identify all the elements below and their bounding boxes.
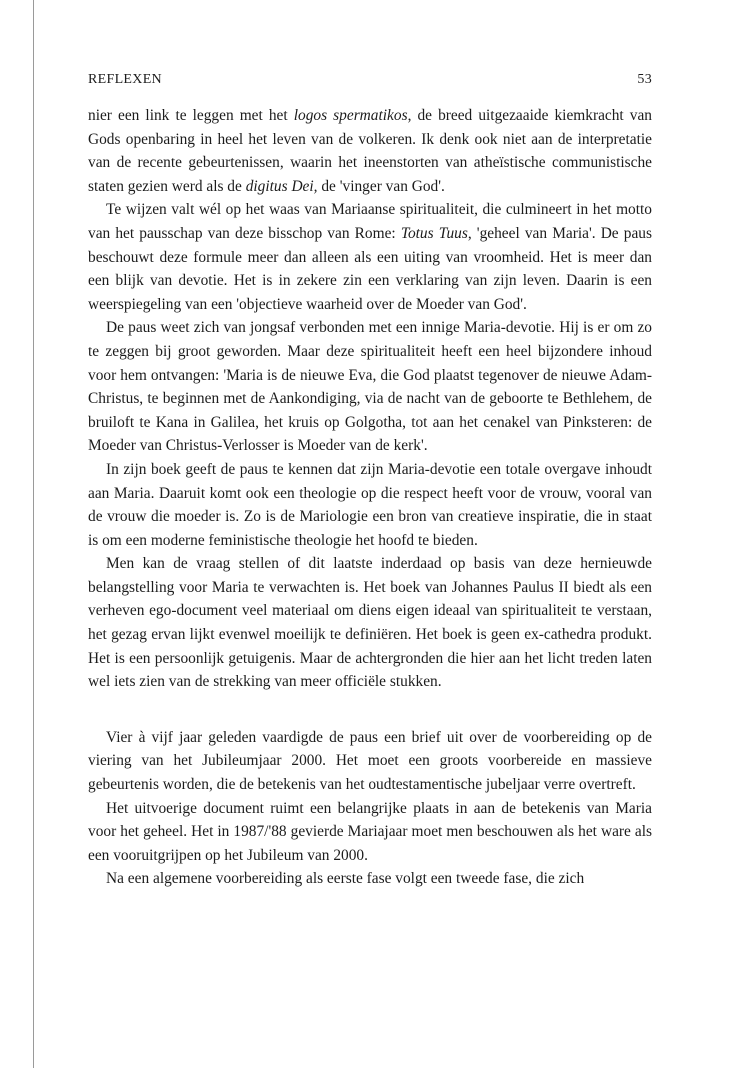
paragraph: In zijn boek geeft de paus te kennen dat zijn Maria-devotie een totale overgave inhoudt aan Maria. Daaruit komt ook een theologie op die respect heeft voor de vrouw, vooral van de vrouw die moeder is. Zo is de Mariologie een bron van creatieve inspiratie, die in staat is om een moderne feministische theologie het hoofd te bieden. bbox=[88, 460, 652, 549]
paragraph-text: Te wijzen valt wél op het waas van Mariaanse spiritualiteit, die culmineert in het motto van het pausschap van deze bisschop van Rome: bbox=[88, 201, 652, 242]
paragraph bbox=[88, 198, 652, 316]
paragraph: Het uitvoerige document ruimt een belangrijke plaats in aan de betekenis van Maria voor het geheel. Het in 1987/'88 gevierde Mariajaar moet men beschouwen als het ware als een vooruitgrijpen op het Jubileum van 2000. bbox=[88, 799, 652, 864]
paragraph bbox=[88, 104, 652, 198]
italic-term: Totus Tuus bbox=[400, 224, 468, 242]
paragraph-text: , de breed uitgezaaide kiemkracht van Gods openbaring in heel het leven van de volkeren. Ik denk ook niet aan de interpretatie van de recente gebeurtenissen, waarin het ineenstorten van atheïstische communistische staten gezien werd als de bbox=[88, 107, 652, 195]
paragraph: De paus weet zich van jongsaf verbonden met een innige Maria-devotie. Hij is er om zo te zeggen bij groot geworden. Maar deze spiritualiteit heeft een heel bijzondere inhoud voor hem ontvangen: 'Maria is de nieuwe Eva, die God plaatst tegenover de nieuwe Adam-Christus, te beginnen met de Aankondiging, via de nacht van de geboorte te Bethlehem, de bruiloft te Kana in Galilea, het kruis op Golgotha, tot aan het cenakel van Pinksteren: de Moeder van Christus-Verlosser is Moeder van de kerk'. bbox=[88, 319, 652, 455]
paragraph-text: de 'vinger van God'. bbox=[317, 177, 445, 195]
body-text bbox=[88, 104, 652, 891]
paragraph-text: , 'geheel van Maria'. De paus beschouwt deze formule meer dan alleen als een uiting van vroomheid. Het is meer dan een blijk van devotie. Het is in zekere zin een verklaring van zijn leven. Daarin is een weerspiegeling van een 'objectieve waarheid over de Moeder van God'. bbox=[88, 224, 652, 313]
running-head bbox=[88, 72, 652, 98]
page-number: 53 bbox=[637, 72, 652, 87]
italic-term: logos spermatikos bbox=[293, 107, 408, 124]
running-head-title: REFLEXEN bbox=[88, 72, 162, 87]
italic-term: digitus Dei, bbox=[245, 177, 318, 195]
section-break bbox=[88, 694, 652, 726]
page-gutter-line bbox=[33, 0, 34, 1068]
paragraph-text: nier een link te leggen met het bbox=[88, 107, 294, 124]
paragraph: Men kan de vraag stellen of dit laatste inderdaad op basis van deze hernieuwde belangstelling voor Maria te verwachten is. Het boek van Johannes Paulus II biedt als een verheven ego-document veel materiaal om diens eigen ideaal van spiritualiteit te verstaan, het gezag ervan lijkt evenwel moeilijk te definiëren. Het boek is geen ex-cathedra produkt. Het is een persoonlijk getuigenis. Maar de achtergronden die hier aan het licht treden laten wel iets zien van de strekking van meer officiële stukken. bbox=[88, 555, 652, 691]
paragraph: Na een algemene voorbereiding als eerste fase volgt een tweede fase, die zich bbox=[106, 870, 585, 888]
page bbox=[88, 72, 652, 891]
paragraph: Vier à vijf jaar geleden vaardigde de paus een brief uit over de voorbereiding op de viering van het Jubileumjaar 2000. Het moet een groots voorbereide en massieve gebeurtenis worden, die de betekenis van het oudtestamentische jubeljaar verre overtreft. bbox=[88, 728, 652, 794]
